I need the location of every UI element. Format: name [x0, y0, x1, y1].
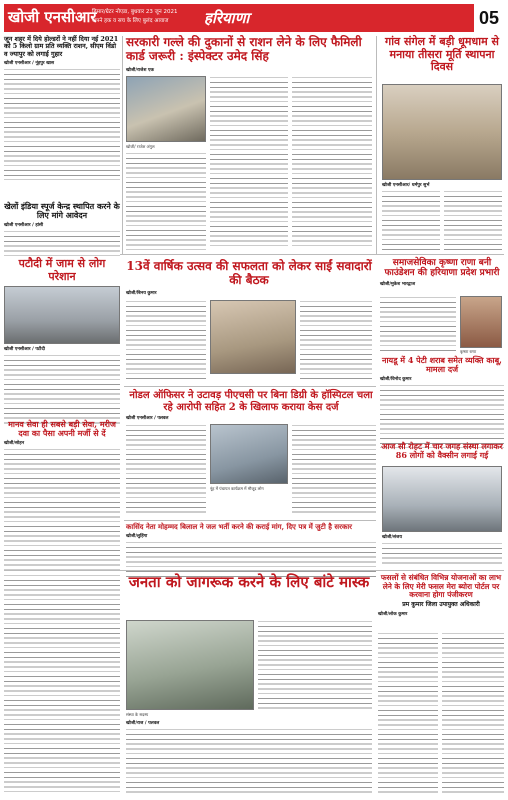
byline: खोजी/विनोद कुमार: [380, 377, 412, 383]
headline: गांव संगेल में बड़ी धूमधाम से मनाया तीसरा मूर्ति स्थापना दिवस: [385, 35, 499, 74]
article-body: [4, 574, 120, 794]
article-body: [292, 424, 376, 516]
newspaper-page: [4, 4, 504, 796]
article-body: [444, 190, 502, 252]
article-crop-portal: [378, 574, 504, 617]
column-rule: [122, 36, 123, 254]
section-title: हरियाणा: [204, 9, 250, 27]
date-line: हिसार/ग्रेटर नोएडा, बुधवार 23 जून 2021: [92, 9, 178, 15]
article-body: [382, 190, 440, 252]
newspaper-logo: खोजी एनसीआर: [8, 8, 97, 26]
article-vaccination: [380, 442, 504, 460]
tagline: अपने हक व सच के लिए बुलंद आवाज: [92, 18, 169, 24]
article-body: [380, 296, 456, 352]
headline: समाजसेविका कृष्णा राणा बनी फाउंडेशन की हरियाणा प्रदेश प्रभारी: [384, 258, 500, 279]
subheadline: प्रम कुमार जिला उपायुक्त अधिकारी: [402, 600, 480, 608]
article-body: [4, 354, 120, 424]
headline: 13वें वार्षिक उत्सव की सफलता को लेकर साईं सवादारों की बैठक: [126, 259, 372, 287]
vaccination-photo: [382, 466, 502, 532]
byline: खोजी एनसीआर / पलवल: [126, 416, 169, 421]
headline: जनता को जागरूक करने के लिए बांटे मास्क: [128, 573, 370, 591]
row-rule: [124, 386, 376, 387]
headline: नायडू में 4 पेटी शराब समेत व्यक्ति काबू, मामला दर्ज: [382, 355, 502, 375]
article-sai-meeting: [126, 260, 372, 296]
headline: मानव सेवा ही सबसे बड़ी सेवा, मरीज दवा का पैसा अपनी मर्जी से दें: [8, 419, 116, 439]
headline: नोडल ऑफिसर ने उटावड़ पीएचसी पर बिना डिग्री के हॉस्पिटल चला रहे आरोपी सहित 2 के खिलाफ कराया केस दर्ज: [129, 390, 373, 413]
article-body: [382, 542, 502, 566]
photo-caption: नूंह में पंचायत कार्यक्रम में मौजूद लोग: [210, 486, 264, 491]
article-water-recruitment: [126, 523, 376, 577]
headline: फसलों से संबंधित विभिन्न योजनाओं का लाभ लेने के लिए मेरी फसल मेरा ब्योरा पोर्टल पर करवाना होगा पंजीकरण: [380, 573, 502, 600]
photo-caption: कृष्णा राणा: [460, 349, 477, 354]
byline: खोजी एनसीआर / नूंहपुर खास: [4, 61, 55, 67]
byline: खोजी/लुहिंगा: [126, 534, 148, 540]
article-body: [126, 541, 376, 577]
article-idol-installation: [380, 36, 504, 74]
article-human-service: [4, 420, 120, 582]
article-body: [292, 76, 372, 250]
inspector-photo: [126, 76, 206, 142]
article-body: [378, 632, 438, 794]
article-body: [4, 230, 120, 258]
article-body: [126, 300, 206, 380]
article-body: [126, 424, 206, 516]
headline: जून शहर में दिये होल्डरों ने नहीं दिया नई 2021 को 5 किलो ग्राम प्रति व्यक्ति राशन, सीएम विंडो व ज्यापुर को लगाई गुहार: [4, 35, 119, 58]
article-body: [258, 620, 372, 710]
headline: खेलों इंडिया स्पूर्ज केन्द्र स्थापित करने के लिए मांगे आवेदन: [4, 201, 120, 221]
headline: पटौदी में जाम से लोग परेशान: [18, 257, 106, 283]
masthead: [4, 4, 504, 32]
byline: खोजी एनसीआर / पटौदी: [4, 347, 45, 353]
article-body: [300, 300, 372, 380]
headline: सरकारी गल्ले की दुकानों से राशन लेने के लिए फैमिली कार्ड जरूरी : इंस्पेक्टर उमेद सिंह: [126, 35, 362, 63]
traffic-photo: [4, 286, 120, 344]
krishna-rana-photo: [460, 296, 502, 348]
byline: खोजी एनसीआर / हांसी: [4, 223, 44, 229]
byline: खोजी/राज / पलवल: [126, 721, 160, 726]
article-ration-cards: [4, 36, 120, 180]
photo-caption: खोजी/ राजेश अंगुल: [126, 144, 155, 149]
article-family-card: [126, 36, 372, 73]
clinic-photo: [210, 424, 288, 484]
article-body: [4, 68, 120, 180]
headline: कासिंद नेता मोहम्मद बिलाल ने जल भर्ती करने की कराई मांग, दिए पत्र में जुटी है सरकार: [126, 522, 353, 531]
article-sports-centre: [4, 202, 120, 258]
column-rule: [376, 36, 377, 254]
byline: खोजी एनसीआर/ धर्मपुर सुर्भ: [382, 183, 430, 188]
byline: खोजी/मुकेश भारद्वाज: [380, 281, 416, 287]
article-body: [442, 632, 504, 794]
article-body: [380, 384, 504, 448]
article-body: [126, 152, 206, 250]
article-nodal-officer: [126, 390, 376, 421]
temple-photo: [382, 84, 502, 180]
page-number: 05: [474, 4, 504, 32]
article-liquor-seizure: [380, 356, 504, 448]
masthead-meta: [92, 8, 177, 26]
meeting-photo: [210, 300, 296, 374]
article-krishna-rana: [380, 258, 504, 287]
byline: खोजी/सोहन: [4, 441, 25, 447]
row-rule: [124, 520, 376, 521]
byline: खोजी/राजेश एक: [126, 67, 154, 73]
article-body: [210, 76, 288, 250]
headline: आज सौ रोहट में चार जगह संस्था लगाकर 86 लोगों को वैक्सीन लगाई गई: [381, 441, 503, 461]
photo-caption: संस्था के सदस्य: [126, 712, 149, 717]
article-pataudi-jam: [4, 258, 120, 424]
mask-photo: [126, 620, 254, 710]
byline: खोजी/बिनय कुमार: [126, 290, 157, 296]
byline: खोजी/लोक कुमार: [378, 612, 408, 618]
article-body: [4, 448, 120, 582]
article-body: [126, 728, 372, 794]
row-rule: [4, 570, 504, 571]
byline: खोजी/संजय: [382, 535, 402, 540]
article-mask-distribution: [126, 574, 372, 591]
